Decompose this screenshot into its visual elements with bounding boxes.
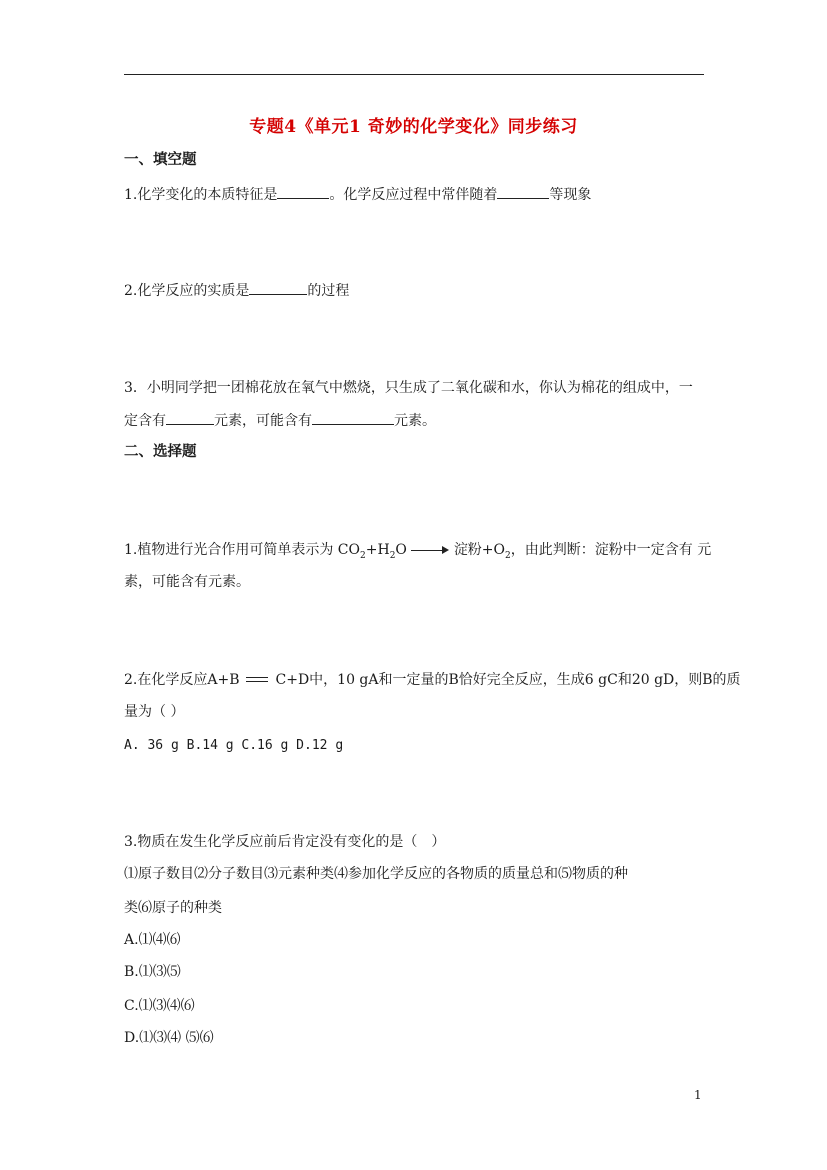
choice-question-3-items-line1: ⑴原子数目⑵分子数目⑶元素种类⑷参加化学反应的各物质的质量总和⑸物质的种 bbox=[124, 866, 628, 882]
choice-q1-text-b: +H bbox=[365, 542, 390, 558]
fill-q3-text-a: 定含有 bbox=[124, 413, 166, 429]
choice-q1-text-a: 1.植物进行光合作用可简单表示为 CO bbox=[124, 542, 360, 558]
choice-question-3-option-b: B.⑴⑶⑸ bbox=[124, 964, 181, 980]
answer-blank bbox=[166, 410, 214, 425]
choice-q1-text-d: 淀粉+O bbox=[453, 542, 506, 558]
choice-q2-text-a: 2.在化学反应A+B bbox=[124, 672, 240, 688]
choice-q1-text-c: O bbox=[395, 542, 407, 558]
choice-question-2-options: A. 36 g B.14 g C.16 g D.12 g bbox=[124, 738, 344, 753]
fill-q3-text-c: 元素。 bbox=[394, 413, 436, 429]
answer-blank bbox=[277, 184, 329, 199]
subscript: 2 bbox=[389, 550, 396, 561]
fill-q2-text-b: 的过程 bbox=[307, 283, 350, 299]
fill-question-3-line2 bbox=[124, 410, 436, 431]
equals-sign-icon bbox=[244, 674, 272, 686]
choice-q2-text-b: C+D中，10 gA和一定量的B恰好完全反应，生成6 gC和20 gD，则B的质 bbox=[275, 672, 741, 688]
choice-question-2-line2: 量为（ ） bbox=[124, 704, 185, 720]
section-heading-choice: 二、选择题 bbox=[124, 443, 197, 460]
answer-blank bbox=[497, 184, 549, 199]
subscript: 2 bbox=[505, 550, 511, 561]
header-rule bbox=[124, 74, 704, 75]
fill-q1-text-c: 等现象 bbox=[549, 187, 592, 203]
choice-question-3-items-line2: 类⑹原子的种类 bbox=[124, 900, 222, 916]
fill-q2-text-a: 2.化学反应的实质是 bbox=[124, 283, 250, 299]
choice-question-3-stem: 3.物质在发生化学反应前后肯定没有变化的是（ ） bbox=[124, 834, 446, 850]
choice-question-1-line2: 素，可能含有元素。 bbox=[124, 574, 250, 590]
fill-q3-text-b: 元素，可能含有 bbox=[214, 413, 312, 429]
fill-q1-text-a: 1.化学变化的本质特征是 bbox=[124, 187, 278, 203]
document-title: 专题4《单元1 奇妙的化学变化》同步练习 bbox=[249, 117, 578, 137]
fill-question-1 bbox=[124, 184, 591, 205]
choice-question-1-line1 bbox=[124, 540, 711, 566]
fill-question-3-line1: 3．小明同学把一团棉花放在氧气中燃烧，只生成了二氧化碳和水，你认为棉花的组成中，一 bbox=[124, 380, 693, 396]
choice-question-3-option-d: D.⑴⑶⑷ ⑸⑹ bbox=[124, 1030, 214, 1046]
answer-blank bbox=[249, 280, 307, 295]
reaction-arrow-icon bbox=[411, 545, 449, 555]
subscript: 2 bbox=[360, 550, 366, 561]
fill-question-2 bbox=[124, 280, 349, 301]
choice-question-3-option-a: A.⑴⑷⑹ bbox=[124, 932, 181, 948]
fill-q1-text-b: 。化学反应过程中常伴随着 bbox=[329, 187, 498, 203]
choice-q1-text-e: ，由此判断：淀粉中一定含有 元 bbox=[510, 542, 712, 558]
choice-question-3-option-c: C.⑴⑶⑷⑹ bbox=[124, 998, 195, 1014]
answer-blank bbox=[312, 410, 394, 425]
section-heading-fill-in: 一、填空题 bbox=[124, 151, 197, 168]
choice-question-2-line1 bbox=[124, 670, 741, 690]
page-number: 1 bbox=[694, 1088, 702, 1102]
